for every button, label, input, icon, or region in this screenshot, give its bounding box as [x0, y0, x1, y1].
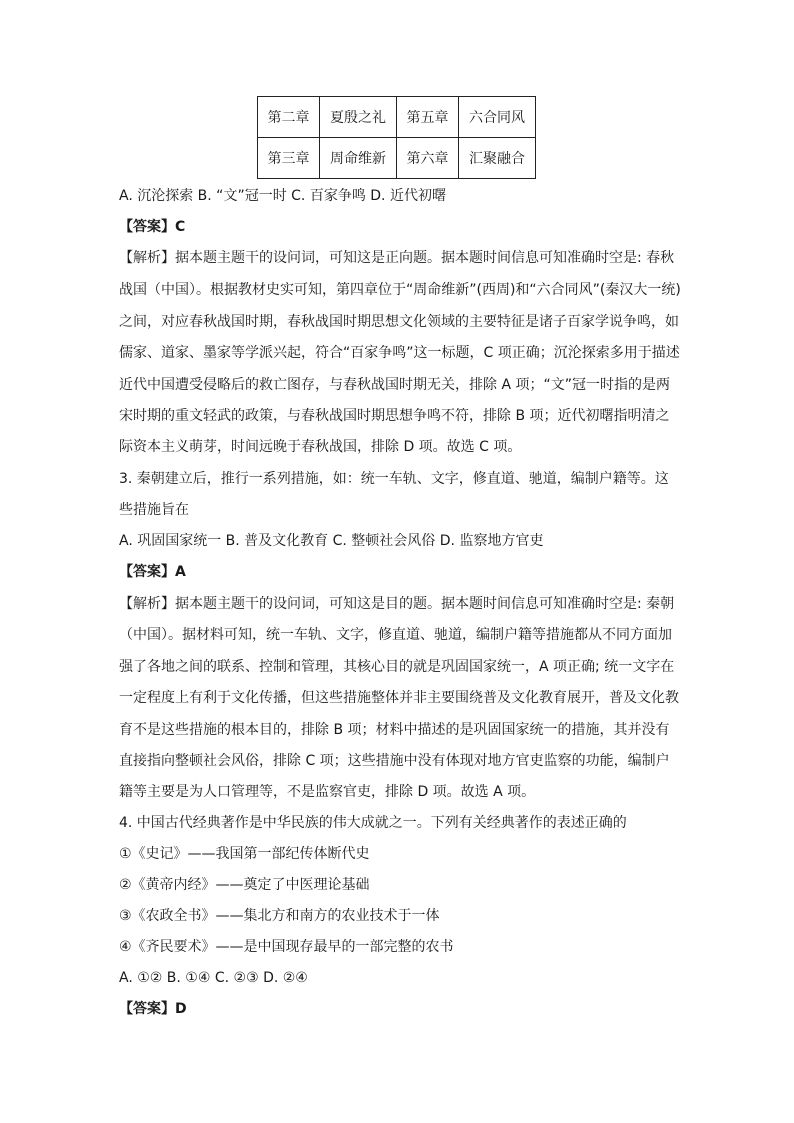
table-cell: 周命维新	[320, 138, 397, 179]
analysis-line: （中国）。据材料可知，统一车轨、文字，修直道、驰道，编制户籍等措施都从不同方面加	[119, 627, 672, 643]
question-line: 4. 中国古代经典著作是中华民族的伟大成就之一。下列有关经典著作的表述正确的	[119, 815, 627, 831]
question-line: 3. 秦朝建立后，推行一系列措施，如：统一车轨、文字，修直道、驰道，编制户籍等。这	[119, 471, 669, 487]
analysis-line: 宋时期的重文轻武的政策，与春秋战国时期思想争鸣不符，排除 B 项；近代初曙指明清之	[119, 408, 670, 424]
question-line: 些措施旨在	[119, 502, 189, 518]
statement-line: ③《农政全书》——集北方和南方的农业技术于一体	[119, 908, 440, 924]
answer-options: A. 沉沦探索 B. “文”冠一时 C. 百家争鸣 D. 近代初曙	[119, 188, 446, 204]
analysis-line: 籍等主要是为人口管理等，不是监察官吏，排除 D 项。故选 A 项。	[119, 784, 536, 800]
answer-options: A. 巩固国家统一 B. 普及文化教育 C. 整顿社会风俗 D. 监察地方官吏	[119, 533, 544, 549]
analysis-line: 之间，对应春秋战国时期，春秋战国时期思想文化领域的主要特征是诸子百家学说争鸣，如	[119, 314, 679, 330]
table-cell: 夏殷之礼	[320, 97, 397, 138]
table-row	[258, 97, 536, 138]
analysis-line: 育不是这些措施的根本目的，排除 B 项；材料中描述的是巩固国家统一的措施，其并没有	[119, 722, 670, 738]
answer-label: 【答案】D	[119, 1001, 187, 1017]
table-cell: 第六章	[397, 138, 459, 179]
analysis-line: 儒家、道家、墨家等学派兴起，符合“百家争鸣”这一标题，C 项正确；沉沦探索多用于描述	[119, 345, 680, 361]
answer-label: 【答案】A	[119, 564, 186, 580]
analysis-line: 际资本主义萌芽，时间远晚于春秋战国，排除 D 项。故选 C 项。	[119, 439, 522, 455]
answer-label: 【答案】C	[119, 219, 186, 235]
table-row	[258, 138, 536, 179]
analysis-line: 【解析】据本题主题干的设问词，可知这是正向题。据本题时间信息可知准确时空是: 春秋	[119, 250, 675, 266]
chapter-table	[257, 96, 536, 179]
table-cell: 第五章	[397, 97, 459, 138]
table-cell: 第二章	[258, 97, 320, 138]
answer-options: A. ①② B. ①④ C. ②③ D. ②④	[119, 970, 308, 986]
table-cell: 第三章	[258, 138, 320, 179]
statement-line: ①《史记》——我国第一部纪传体断代史	[119, 846, 370, 862]
analysis-line: 强了各地之间的联系、控制和管理，其核心目的就是巩固国家统一，A 项正确; 统一文字在	[119, 659, 675, 675]
statement-line: ②《黄帝内经》——奠定了中医理论基础	[119, 877, 370, 893]
table-cell: 汇聚融合	[459, 138, 536, 179]
table-cell: 六合同风	[459, 97, 536, 138]
analysis-line: 战国（中国）。根据教材史实可知，第四章位于“周命维新”(西周)和“六合同风”(秦汉大一统)	[119, 282, 681, 298]
analysis-line: 直接指向整顿社会风俗，排除 C 项；这些措施中没有体现对地方官吏监察的功能，编制户	[119, 753, 670, 769]
statement-line: ④《齐民要术》——是中国现存最早的一部完整的农书	[119, 939, 454, 955]
analysis-line: 近代中国遭受侵略后的救亡图存，与春秋战国时期无关，排除 A 项；“文”冠一时指的是两	[119, 377, 670, 393]
analysis-line: 一定程度上有利于文化传播，但这些措施整体并非主要围绕普及文化教育展开，普及文化教	[119, 690, 679, 706]
analysis-line: 【解析】据本题主题干的设问词，可知这是目的题。据本题时间信息可知准确时空是: 秦朝	[119, 596, 675, 612]
